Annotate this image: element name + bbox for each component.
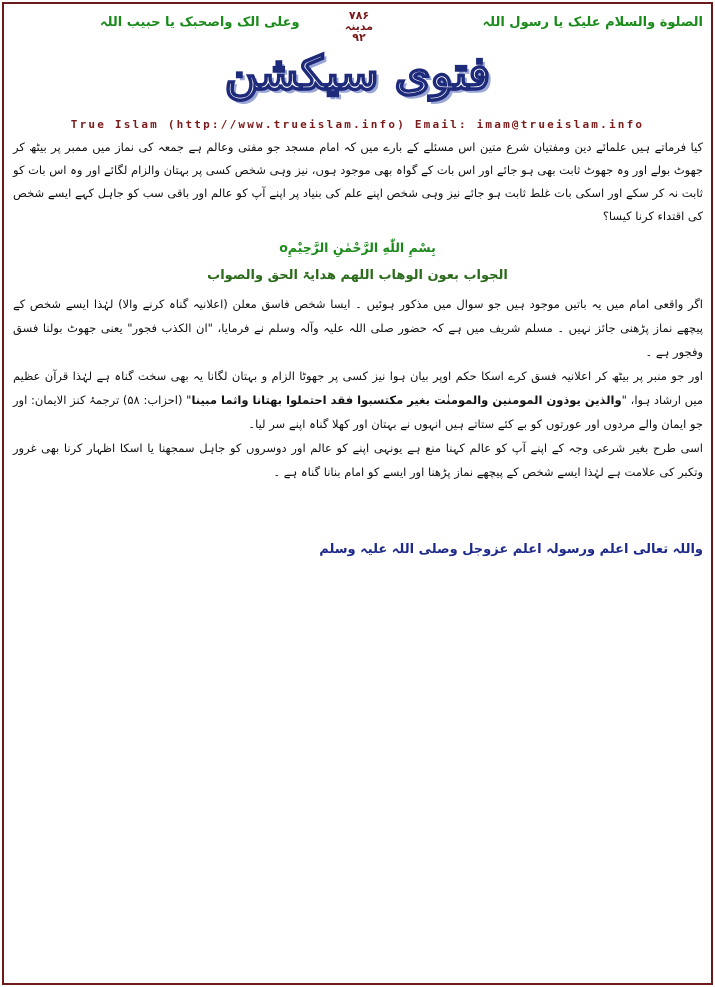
page-number-bottom: ۹۲ — [352, 31, 366, 44]
salutation-left: وعلی الک واصحبک یا حبیب اللہ — [100, 15, 300, 30]
question-text: کیا فرماتے ہیں علمائے دین ومفتیان شرع متین اس مسئلے کے بارے میں کہ امام مسجد جو مفتی وعالم ہے جمعہ کی نماز میں ممبر پر بیٹھ کر جھوٹ بولے اور وہ جھوٹ ثابت بھی ہو جائے اور اس بات کے گواہ بھی موجود ہوں، نیز وہی شخص کسی پر بہتان والزام لگائے اور وہ اس بات کو ثابت نہ کر سکے اور اسکی بات غلط ثابت ہو جائے نیز وہی شخص اپنے علم کی بنیاد پر اپنے آپ کو عالم اور باقی سب کو جاہل کہے ایسے شخص کی اقتداء کرنا کیسا؟ — [13, 140, 703, 223]
quran-quote: والذین یوذون المومنین والمومنٰت بغیر مکتسبوا فقد احتملوا بھتانا واثما مبینا — [191, 393, 622, 407]
answer-paragraph-1: اگر واقعی امام میں یہ باتیں موجود ہیں جو سوال میں مذکور ہوئیں ۔ ایسا شخص فاسق معلن (اعلانیہ گناہ کرنے والا) لہٰذا ایسے شخص کے پیچھے نماز پڑھنی جائز نہیں ۔ مسلم شریف میں ہے کہ حضور صلی اللہ علیہ وآلہ وسلم نے فرمایا، "ان الکذب فجور" یعنی جھوٹ بولنا فسق وفجور ہے ۔ — [13, 297, 703, 359]
answer-heading: الجواب بعون الوھاب اللھم ھدایۃ الحق والصواب — [207, 268, 508, 283]
page-number-top: ۷۸۶ — [348, 9, 370, 22]
answer-body — [13, 292, 703, 484]
closing-line: واللہ تعالی اعلم ورسولہ اعلم عزوجل وصلی اللہ علیہ وسلم — [319, 542, 703, 557]
bismillah: بِسْمِ اللّٰهِ الرَّحْمٰنِ الرَّحِيْمِo — [279, 240, 436, 255]
page-frame — [2, 2, 713, 985]
answer-paragraph-2 — [13, 364, 703, 436]
answer-paragraph-3: اسی طرح بغیر شرعی وجہ کے اپنے آپ کو عالم کہنا منع ہے یونہی اپنے کو عالم اور دوسروں کو جاہل سمجھنا یا اسکا اظہار کرنا بھی غرور وتکبر کی علامت ہے لہٰذا ایسے شخص کے پیچھے نماز پڑھنا اور ایسے کو امام بنانا گناہ ہے ۔ — [13, 441, 703, 479]
page-number-middle: مدینہ — [344, 20, 374, 33]
answer-paragraph-2-start: اور جو منبر پر بیٹھ کر اعلانیہ فسق کرے اسکا حکم اوپر بیان ہوا نیز کسی پر جھوٹا الزام و بہتان لگانا یہ بھی سخت گناہ ہے لہٰذا قرآن عظیم میں ارشاد ہوا، " — [13, 369, 703, 407]
salutation-right: الصلوة والسلام علیک یا رسول اللہ — [482, 15, 703, 30]
site-contact-line: True Islam (http://www.trueislam.info) Email: imam@trueislam.info — [70, 118, 645, 131]
page-title: فتوی سیکشن — [224, 46, 491, 100]
answer-paragraph-2-end: " (احزاب: ۵۸) ترجمۂ کنز الایمان: اور جو ایمان والے مردوں اور عورتوں کو بے کئے ستاتے ہیں انہوں نے بہتان اور کھلا گناہ اپنے سر لیا۔ — [13, 393, 703, 431]
page-number-block — [334, 10, 384, 43]
